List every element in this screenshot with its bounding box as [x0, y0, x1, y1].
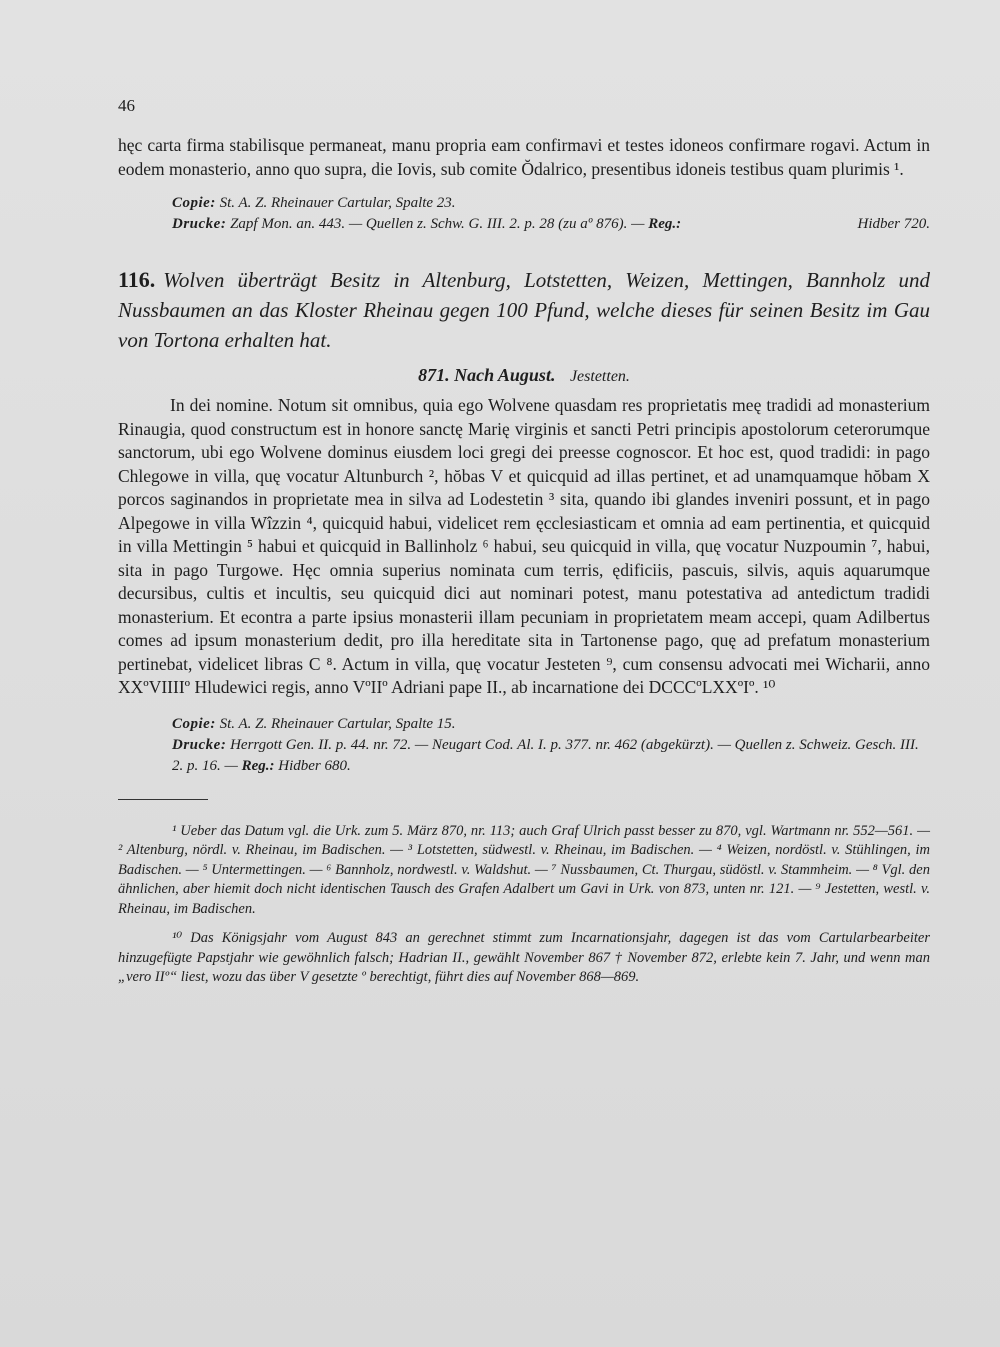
drucke-text: Herrgott Gen. II. p. 44. nr. 72. — Neugart Cod. Al. I. p. 377. nr. 462 (abgekürzt). — Quellen z. Schweiz. Gesch. III. 2. p. 16. — [172, 736, 919, 774]
drucke-label: Drucke: [172, 736, 227, 753]
prev-drucke-line [172, 214, 930, 235]
footnotes [118, 822, 930, 988]
drucke-line [172, 735, 930, 777]
document-number: 116. [118, 267, 156, 292]
reg-label: Reg.: [241, 757, 275, 774]
prev-drucke-label: Drucke: [172, 216, 227, 232]
document-date: 871. Nach August. [418, 365, 556, 385]
prev-reg-label: Reg.: [648, 216, 682, 232]
copie-label: Copie: [172, 715, 216, 732]
document-heading [118, 265, 930, 355]
copie-text: St. A. Z. Rheinauer Cartular, Spalte 15. [219, 715, 456, 732]
copie-line [172, 714, 930, 735]
prev-copie-line [172, 193, 930, 214]
reg-text: Hidber 680. [278, 757, 351, 774]
document-date-line [118, 365, 930, 386]
footnote-separator [118, 799, 208, 800]
footnote-block-1: ¹ Ueber das Datum vgl. die Urk. zum 5. März 870, nr. 113; auch Graf Ulrich passt besser zu 870, vgl. Wartmann nr. 552—561. — ² Altenburg, nördl. v. Rheinau, im Badischen. — ³ Lotstetten, südwestl. v. Rheinau, im Badischen. — ⁴ Weizen, nordöstl. v. Stühlingen, im Badischen. — ⁵ Untermettingen. — ⁶ Bannholz, nordwestl. v. Waldshut. — ⁷ Nussbaumen, Ct. Thurgau, südöstl. v. Stammheim. — ⁸ Vgl. den ähnlichen, aber hiemit doch nicht identischen Tausch des Grafen Adalbert um Gavi in Urk. von 873, unten nr. 121. — ⁹ Jestetten, westl. v. Rheinau, im Badischen. [118, 822, 930, 917]
document-body: In dei nomine. Notum sit omnibus, quia ego Wolvene quasdam res proprietatis meę tradidi ad monasterium Rinaugia, quod constructum est in honore sanctę Marię virginis et sancti Petri principis apostolorum ceterorumque sanctorum, ubi ego Wolvene dominus eiusdem loci gregi dei preesse cognoscor. Et hoc est, quod tradidi: in pago Chlegowe in villa, quę vocatur Altunburch ², hŏbas V et quicquid ad illas pertinet, et ad unamquamque hŏbam X porcos saginandos in proprietate mea in silva ad Lodestetin ³ sita, quando ibi glandes inveniri possunt, et in pago Alpegowe in villa Wîzzin ⁴, quicquid habui, videlicet rem ęcclesiasticam et omnia ad eam pertinentia, et quicquid in villa Mettingin ⁵ habui et quicquid in Ballinholz ⁶ habui, seu quicquid in villa, quę vocatur Nuzpoumin ⁷, habui, sita in pago Turgowe. Hęc omnia superius nominata cum terris, ędificiis, pascuis, silvis, aquis aquarumque decursibus, cultis et incultis, seu quicquid dici aut nominari potest, manu potestativa ad antedictum tradidi monasterium. Et econtra a parte ipsius monasterii illam pecuniam in proprietatem meam accepi, quam Adilbertus comes ad ipsum monasterium dedit, pro illa hereditate sita in Tartonense pago, quę ad prefatum monasterium pertinebat, videlicet libras C ⁸. Actum in villa, quę vocatur Jesteten ⁹, cum consensu advocati mei Wicharii, anno XXºVIIIIº Hludewici regis, anno VºIIº Adriani pape II., ab incarnatione dei DCCCºLXXºIº. ¹⁰ [118, 395, 930, 697]
document-place: Jestetten. [569, 368, 630, 385]
page-number: 46 [118, 96, 135, 115]
prev-copie-text: St. A. Z. Rheinauer Cartular, Spalte 23. [219, 195, 456, 211]
prev-copie-label: Copie: [172, 195, 216, 211]
document-title: Wolven überträgt Besitz in Altenburg, Lotstetten, Weizen, Mettingen, Bannholz und Nussbaumen an das Kloster Rheinau gegen 100 Pfund, welche dieses für seinen Besitz im Gau von Tortona erhalten hat. [118, 268, 930, 352]
footnote-block-10: ¹⁰ Das Königsjahr vom August 843 an gerechnet stimmt zum Incarnationsjahr, dagegen ist das vom Cartularbearbeiter hinzugefügte Papstjahr wie gewöhnlich falsch; Hadrian II., gewählt November 867 † November 872, erlebte kein 7. Jahr, und wenn man „vero IIº“ liest, wozu das über V gesetzte º berechtigt, führt dies auf November 868—869. [118, 930, 930, 985]
preamble-text: hęc carta firma stabilisque permaneat, manu propria eam confirmavi et testes idoneos confirmare rogavi. Actum in eodem monasterio, anno quo supra, die Iovis, sub comite Ŏdalrico, presentibus idoneis testibus quam plurimis ¹. [118, 135, 930, 179]
prev-reg-text: Hidber 720. [857, 216, 930, 232]
prev-drucke-text: Zapf Mon. an. 443. — Quellen z. Schw. G. III. 2. p. 28 (zu aº 876). — [230, 216, 645, 232]
